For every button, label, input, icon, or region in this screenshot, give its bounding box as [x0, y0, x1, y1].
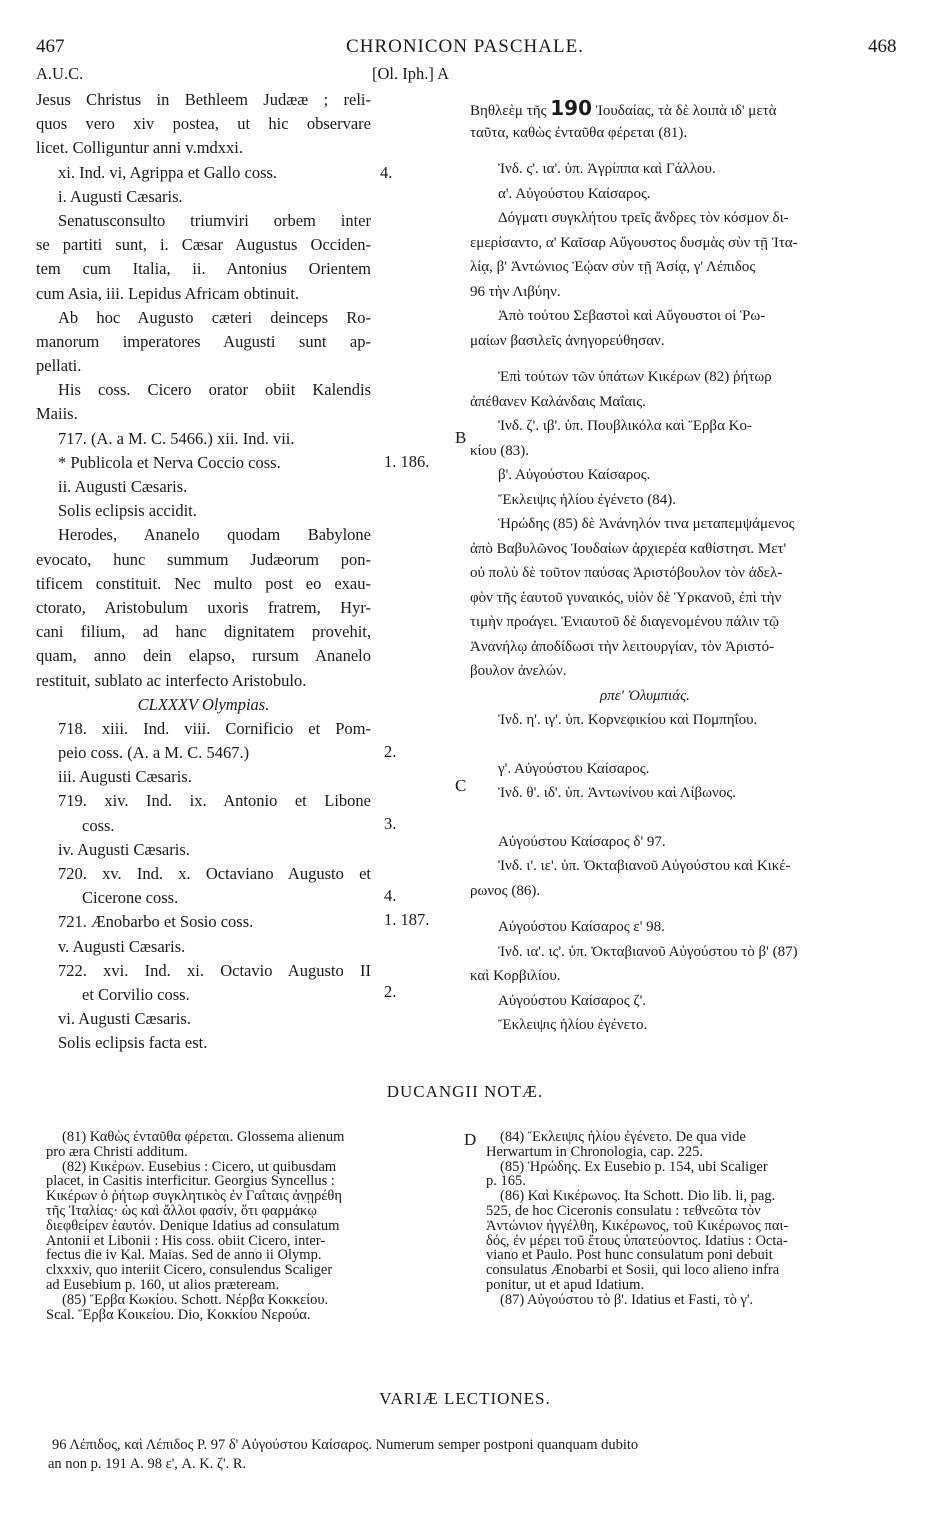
varia-line: an non p. 191 A. 98 ε', A. K. ζ'. R.	[48, 1456, 247, 1472]
note-line: (85) Ἡρώδης. Ex Eusebio p. 154, ubi Scaliger	[500, 1158, 768, 1175]
greek-line: Ἡρώδης (85) δὲ Ἀνάνηλόν τινα μεταπεμψάμενος	[498, 516, 795, 532]
notes-title: DUCANGII NOTÆ.	[386, 1082, 544, 1101]
olympiad-label: [Ol. Iph.] A	[372, 64, 449, 83]
latin-line: Herodes, Ananelo quodam Babylone	[58, 525, 371, 545]
latin-line: Solis eclipsis facta est.	[58, 1033, 208, 1053]
latin-line: 721. Ænobarbo et Sosio coss.	[58, 912, 254, 932]
note-line: (86) Καὶ Κικέρωνος. Ita Schott. Dio lib. li, pag.	[500, 1188, 776, 1205]
latin-line: peio coss. (A. a M. C. 5467.)	[58, 743, 250, 763]
latin-line: * Publicola et Nerva Coccio coss.	[58, 452, 281, 472]
margin-marker-d: D	[464, 1130, 477, 1149]
latin-line: Senatusconsulto triumviri orbem inter	[58, 210, 371, 230]
greek-line: οὐ πολὺ δὲ τοῦτον παύσας Ἀριστόβουλον τὸν ἀδελ-	[470, 565, 783, 581]
note-line: p. 165.	[486, 1173, 526, 1190]
margin-marker-b: B	[455, 428, 467, 447]
latin-line: manorum imperatores Augusti sunt ap-	[36, 331, 371, 351]
note-line: consulatus Ænobarbi et Sosii, qui loco alieno infra	[486, 1262, 780, 1279]
note-line: ad Eusebium p. 160, ut alios præteream.	[46, 1276, 280, 1293]
latin-line: v. Augusti Cæsaris.	[58, 936, 186, 956]
varia-lectiones	[48, 1436, 902, 1474]
greek-line: εμερίσαντο, α' Καῖσαρ Αὔγουστος δυσμὰς σὺν τῇ Ἰτα-	[470, 234, 798, 251]
latin-column	[36, 88, 371, 1056]
note-line: δός, ἐν μέρει τοῦ ἔτους ὑπατεύοντος. Idatius : Octa-	[486, 1232, 788, 1249]
greek-text: Ἰουδαίας, τὰ δὲ λοιπὰ ιδ' μετὰ	[595, 103, 777, 119]
note-line: Herwartum in Chronologia, cap. 225.	[486, 1143, 704, 1160]
margin-marker-c: C	[455, 776, 467, 795]
greek-line: ἀπὸ Βαβυλῶνος Ἰουδαίων ἀρχιερέα καθίστησι. Μετ'	[470, 540, 787, 557]
olympiad-heading-greek: ρπε' Ὀλυμπιάς.	[600, 687, 690, 704]
greek-line: Δόγματι συγκλήτου τρεῖς ἄνδρες τὸν κόσμον δι-	[498, 210, 789, 226]
latin-line: licet. Colliguntur anni v.mdxxi.	[36, 138, 243, 158]
latin-line: Jesus Christus in Bethleem Judææ ; reli-	[36, 90, 371, 109]
greek-line: ρωνος (86).	[470, 882, 541, 899]
olympiad-year: 3.	[384, 814, 397, 833]
latin-line: iii. Augusti Cæsaris.	[58, 767, 192, 787]
olympiad-year: 2.	[384, 742, 397, 761]
greek-line: καὶ Κορβιλίου.	[470, 968, 561, 984]
greek-line: κίου (83).	[470, 442, 530, 459]
greek-line: Ἰνδ. ια'. ις'. ὑπ. Ὀκταβιανοῦ Αὐγούστου τὸ β' (87)	[498, 943, 798, 960]
notes-right-column	[486, 1130, 902, 1308]
greek-line: Ἰνδ. η'. ιγ'. ὑπ. Κορνεφικίου καὶ Πομπηΐου.	[498, 712, 758, 728]
original-page-number: 190	[550, 96, 593, 120]
olympiad-year: 1. 186.	[384, 452, 430, 471]
note-line: τῆς Ἰταλίας· ὡς καὶ ἄλλοι φασίν, ὅτι φαρμάκῳ	[46, 1202, 317, 1219]
greek-line: Ἀπὸ τούτου Σεβαστοὶ καὶ Αὔγουστοι οἱ Ῥω-	[498, 308, 766, 324]
latin-line: 722. xvi. Ind. xi. Octavio Augusto II	[58, 960, 371, 980]
latin-line: iv. Augusti Cæsaris.	[58, 839, 190, 859]
page-number-left: 467	[36, 36, 65, 57]
varia-title: VARIÆ LECTIONES.	[379, 1389, 551, 1408]
greek-line: φὸν τῆς ἑαυτοῦ γυναικός, υἱὸν δὲ Ὑρκανοῦ, ἐπὶ τὴν	[470, 589, 782, 606]
notes-left-column	[46, 1129, 458, 1323]
greek-line: Ἔκλειψις ἡλίου ἐγένετο (84).	[498, 491, 677, 508]
olympiad-year: 1. 187.	[384, 910, 430, 929]
greek-line: Ἰνδ. ζ'. ιβ'. ὑπ. Πουβλικόλα καὶ Ἔρβα Κο-	[498, 418, 753, 434]
greek-line: μαίων βασιλεῖς ἀνηγορεύθησαν.	[470, 332, 665, 349]
greek-line: λίᾳ, β' Ἀντώνιος Ἑῴαν σὺν τῇ Ἀσίᾳ, γ' Λέπιδος	[470, 259, 756, 275]
running-title: CHRONICON PASCHALE.	[346, 36, 584, 57]
latin-line: Maiis.	[36, 404, 78, 424]
note-line: clxxxiv, quo interiit Cicero, consulendus Scaliger	[46, 1262, 333, 1279]
greek-line: α'. Αὐγούστου Καίσαρος.	[498, 185, 651, 202]
latin-line: 720. xv. Ind. x. Octaviano Augusto et	[58, 864, 371, 883]
auc-label: A.U.C.	[36, 64, 84, 83]
greek-line: Ἰνδ. θ'. ιδ'. ὑπ. Ἀντωνίνου καὶ Λίβωνος.	[498, 785, 737, 801]
latin-line: et Corvilio coss.	[82, 984, 190, 1004]
note-line: ponitur, ut et apud Idatium.	[486, 1276, 645, 1293]
greek-line: Ἐπὶ τούτων τῶν ὑπάτων Κικέρων (82) ῥήτωρ	[498, 369, 772, 385]
varia-line: 96 Λέπιδος, καὶ Λέπιδος P. 97 δ' Αὐγούστου Καίσαρος. Numerum semper postponi quanquam dubito	[52, 1437, 639, 1453]
latin-line: Ab hoc Augusto cæteri deinceps Ro-	[58, 307, 371, 327]
note-line: (84) Ἔκλειψις ἡλίου ἐγένετο. De qua vide	[500, 1129, 746, 1145]
olympiad-year: 4.	[380, 163, 393, 182]
note-line: (81) Καθὼς ἐνταῦθα φέρεται. Glossema alienum	[62, 1129, 345, 1145]
note-line: Κικέρων ὁ ῥήτωρ συγκλητικὸς ἐν Γαΐταις ἀνῃρέθη	[46, 1188, 342, 1205]
greek-line: βουλον ἀνελών.	[470, 663, 567, 679]
note-line: (87) Αὐγούστου τὸ β'. Idatius et Fasti, τὸ γ'.	[500, 1291, 754, 1308]
note-line: 525, de hoc Ciceronis consulatu : τεθνεῶτα τὸν	[486, 1202, 761, 1219]
latin-line: tem cum Italia, ii. Antonius Orientem	[36, 259, 371, 279]
note-line: Ἀντώνιον ἠγγέλθη, Κικέρωνος, τοῦ Κικέρωνος παι-	[486, 1217, 789, 1234]
greek-line: Ἰνδ. ι'. ιε'. ὑπ. Ὀκταβιανοῦ Αὐγούστου καὶ Κικέ-	[498, 858, 791, 874]
olympiad-year: 4.	[384, 886, 397, 905]
note-line: (85) Ἔρβα Κωκίου. Schott. Νέρβα Κοκκείου.	[62, 1291, 329, 1308]
greek-line: τιμὴν προάγει. Ἐνιαυτοῦ δὲ διαγενομένου πάλιν τῷ	[470, 614, 779, 630]
latin-line: evocato, hunc summum Judæorum pon-	[36, 549, 371, 569]
greek-line: 96 τὴν Λιβύην.	[470, 283, 561, 300]
greek-line: Αὐγούστου Καίσαρος ζ'.	[498, 992, 647, 1009]
greek-line: Ἀνανήλῳ ἀποδίδωσι τὴν λειτουργίαν, τὸν Ἀριστό-	[470, 638, 775, 655]
greek-column	[470, 96, 900, 1038]
greek-line: ταῦτα, καθὼς ἐνταῦθα φέρεται (81).	[470, 124, 688, 141]
page-number-right: 468	[868, 36, 897, 57]
olympiad-heading: CLXXXV Olympias.	[137, 694, 270, 714]
latin-line: quam, anno dein elapso, rursum Ananelo	[36, 646, 371, 666]
latin-line: vi. Augusti Cæsaris.	[58, 1009, 191, 1029]
latin-line: pellati.	[36, 356, 82, 376]
latin-line: restituit, sublato ac interfecto Aristobulo.	[36, 670, 307, 690]
latin-line: Cicerone coss.	[82, 888, 179, 908]
latin-line: i. Augusti Cæsaris.	[58, 186, 183, 206]
note-line: pro æra Christi additum.	[46, 1143, 188, 1160]
greek-line: Αὐγούστου Καίσαρος δ' 97.	[498, 833, 666, 850]
greek-line	[470, 96, 900, 121]
olympiad-year: 2.	[384, 982, 397, 1001]
greek-line: Ἰνδ. ς'. ια'. ὑπ. Ἀγρίππα καὶ Γάλλου.	[498, 161, 716, 177]
latin-line: cani filium, ad hanc dignitatem provehit,	[36, 622, 371, 642]
greek-line: γ'. Αὐγούστου Καίσαρος.	[498, 760, 650, 777]
latin-line: coss.	[82, 815, 115, 835]
latin-line: 717. (A. a M. C. 5466.) xii. Ind. vii.	[58, 428, 295, 448]
greek-line: ἀπέθανεν Καλάνδαις Μαΐαις.	[470, 393, 646, 410]
note-line: Antonii et Libonii : His coss. obiit Cicero, inter-	[46, 1232, 326, 1249]
latin-line: Solis eclipsis accidit.	[58, 501, 197, 521]
greek-line: β'. Αὐγούστου Καίσαρος.	[498, 467, 651, 483]
latin-line: quos vero xiv postea, ut hic observare	[36, 114, 371, 134]
latin-line: 718. xiii. Ind. viii. Cornificio et Pom-	[58, 718, 371, 738]
latin-line: 719. xiv. Ind. ix. Antonio et Libone	[58, 791, 371, 811]
greek-text: Βηθλεὲμ τῆς	[470, 103, 547, 119]
latin-line: tificem constituit. Nec multo post eo exau-	[36, 573, 371, 593]
note-line: (82) Κικέρων. Eusebius : Cicero, ut quibusdam	[62, 1158, 337, 1175]
latin-line: ii. Augusti Cæsaris.	[58, 477, 188, 496]
latin-line: se partiti sunt, i. Cæsar Augustus Occiden-	[36, 235, 371, 255]
note-line: placet, in Casitis interficitur. Georgius Syncellus :	[46, 1173, 335, 1190]
greek-line: Αὐγούστου Καίσαρος ε' 98.	[498, 919, 665, 935]
note-line: fectus die iv Kal. Maias. Sed de anno ii Olymp.	[46, 1247, 322, 1264]
latin-line: cum Asia, iii. Lepidus Africam obtinuit.	[36, 283, 300, 303]
note-line: Scal. Ἔρβα Κοικείου. Dio, Κοκκίου Νερούα.	[46, 1306, 311, 1323]
greek-line: Ἔκλειψις ἡλίου ἐγένετο.	[498, 1017, 648, 1033]
note-line: διεφθείρεν ἑαυτόν. Denique Idatius ad consulatum	[46, 1217, 340, 1234]
note-line: viano et Paulo. Post hunc consulatum poni debuit	[486, 1247, 773, 1264]
latin-line: ctorato, Aristobulum uxoris fratrem, Hyr-	[36, 597, 371, 617]
latin-line: xi. Ind. vi, Agrippa et Gallo coss.	[58, 162, 278, 182]
latin-line: His coss. Cicero orator obiit Kalendis	[58, 380, 371, 400]
